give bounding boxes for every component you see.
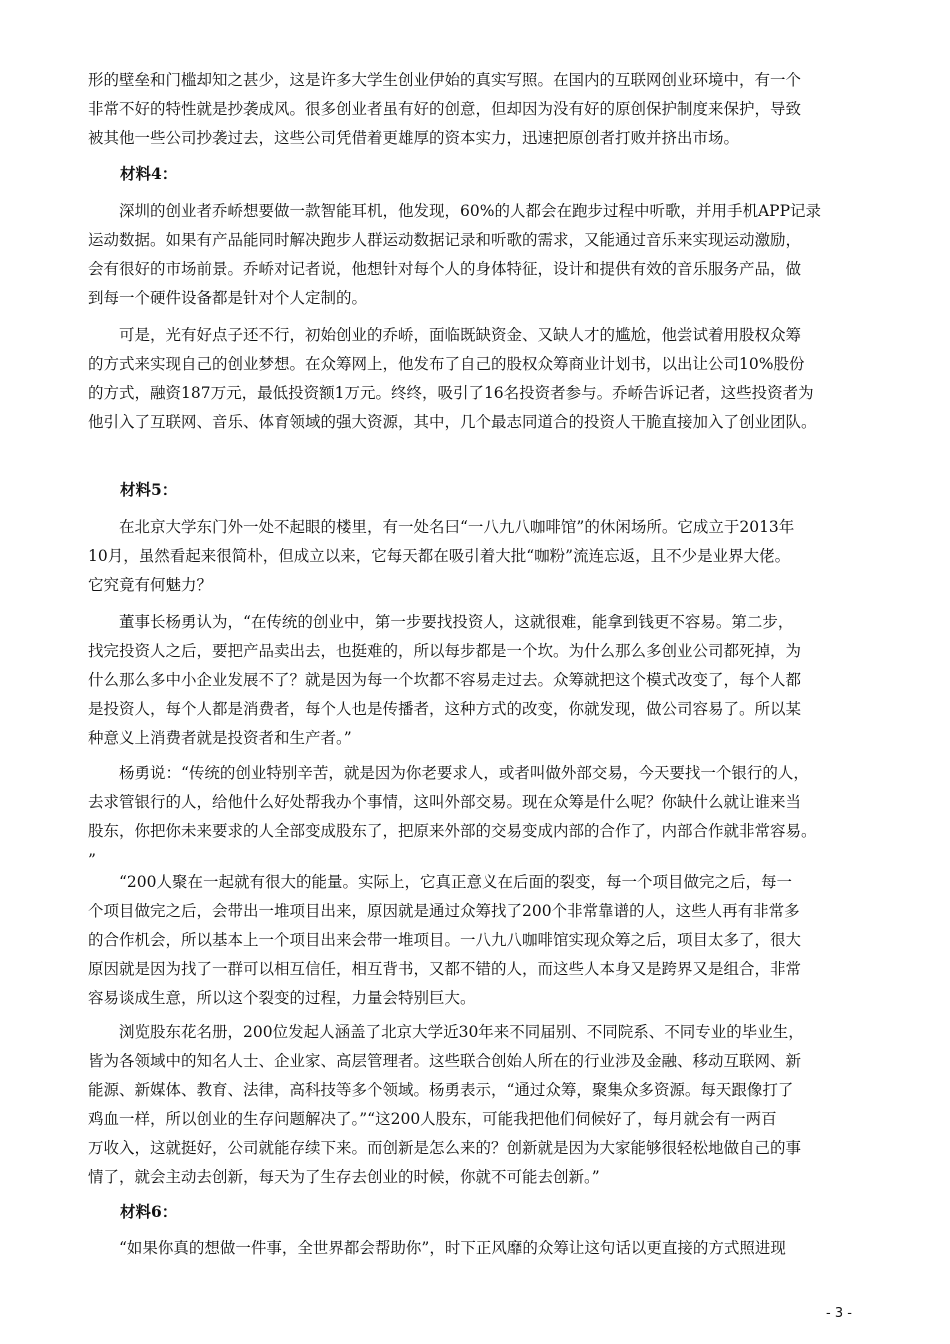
text-line: 可是，光有好点子还不行，初始创业的乔峤，面临既缺资金、又缺人才的尴尬，他尝试着用股权众筹 (88, 326, 802, 344)
text-line: 的方式，融资187万元，最低投资额1万元。终终，吸引了16名投资者参与。乔峤告诉记者，这些投资者为 (88, 384, 814, 402)
paragraph-5a (88, 513, 878, 600)
paragraph-4a (88, 197, 878, 313)
text-line: 它究竟有何魅力？ (88, 576, 213, 594)
text-line: 鸡血一样，所以创业的生存问题解决了。”“这200人股东，可能我把他们伺候好了，每月就会有一两百 (88, 1110, 777, 1128)
paragraph-5b (88, 608, 878, 753)
text-line: ” (88, 851, 96, 869)
text-line: 深圳的创业者乔峤想要做一款智能耳机，他发现，60%的人都会在跑步过程中听歌，并用手机APP记录 (88, 202, 822, 220)
text-line: 原因就是因为找了一群可以相互信任，相互背书，又都不错的人，而这些人本身又是跨界又是组合，非常 (88, 960, 802, 978)
text-line: 能源、新媒体、教育、法律，高科技等多个领域。杨勇表示，“通过众筹，聚集众多资源。每天跟像打了 (88, 1081, 794, 1099)
text-line: 会有很好的市场前景。乔峤对记者说，他想针对每个人的身体特征，设计和提供有效的音乐服务产品，做 (88, 260, 802, 278)
text-line: 运动数据。如果有产品能同时解决跑步人群运动数据记录和听歌的需求，又能通过音乐来实现运动激励， (88, 231, 802, 249)
text-line: 在北京大学东门外一处不起眼的楼里，有一处名曰“一八九八咖啡馆”的休闲场所。它成立于2013年 (88, 518, 795, 536)
text-line: 股东，你把你未来要求的人全部变成股东了，把原来外部的交易变成内部的合作了，内部合作就非常容易。 (88, 822, 817, 840)
text-line: 容易谈成生意，所以这个裂变的过程，力量会特别巨大。 (88, 989, 476, 1007)
text-line: 浏览股东花名册，200位发起人涵盖了北京大学近30年来不同届别、不同院系、不同专业的毕业生， (88, 1023, 804, 1041)
text-line: 种意义上消费者就是投资者和生产者。” (88, 729, 352, 747)
paragraph-5c (88, 759, 878, 875)
text-line: 找完投资人之后，要把产品卖出去，也挺难的，所以每步都是一个坎。为什么那么多创业公司都死掉，为 (88, 642, 802, 660)
section-heading-5: 材料5： (120, 480, 178, 499)
page-number: - 3 - (826, 1306, 852, 1321)
section-heading-6: 材料6： (120, 1202, 178, 1221)
paragraph-4b (88, 321, 878, 437)
text-line: 非常不好的特性就是抄袭成风。很多创业者虽有好的创意，但却因为没有好的原创保护制度来保护，导致 (88, 100, 802, 118)
paragraph-6a (88, 1234, 878, 1263)
section-heading-4: 材料4： (120, 164, 178, 183)
text-line: 个项目做完之后，会带出一堆项目出来，原因就是通过众筹找了200个非常靠谱的人，这些人再有非常多 (88, 902, 800, 920)
text-line: 他引入了互联网、音乐、体育领域的强大资源，其中，几个最志同道合的投资人干脆直接加入了创业团队。 (88, 413, 817, 431)
text-line: 什么那么多中小企业发展不了？就是因为每一个坎都不容易走过去。众筹就把这个模式改变了，每个人都 (88, 671, 802, 689)
paragraph-5d (88, 868, 878, 1013)
text-line: 去求管银行的人，给他什么好处帮我办个事情，这叫外部交易。现在众筹是什么呢？你缺什么就让谁来当 (88, 793, 802, 811)
text-line: 10月，虽然看起来很简朴，但成立以来，它每天都在吸引着大批“咖粉”流连忘返，且不少是业界大佬。 (88, 547, 791, 565)
text-line: 杨勇说：“传统的创业特别辛苦，就是因为你老要求人，或者叫做外部交易，今天要找一个银行的人， (88, 764, 809, 782)
text-line: 被其他一些公司抄袭过去，这些公司凭借着更雄厚的资本实力，迅速把原创者打败并挤出市场。 (88, 129, 740, 147)
text-line: 万收入，这就挺好，公司就能存续下来。而创新是怎么来的？创新就是因为大家能够很轻松地做自己的事 (88, 1139, 802, 1157)
text-line: 到每一个硬件设备都是针对个人定制的。 (88, 289, 368, 307)
text-line: 董事长杨勇认为，“在传统的创业中，第一步要找投资人，这就很难，能拿到钱更不容易。第二步， (88, 613, 794, 631)
text-line: 的合作机会，所以基本上一个项目出来会带一堆项目。一八九八咖啡馆实现众筹之后，项目太多了，很大 (88, 931, 802, 949)
text-line: “200人聚在一起就有很大的能量。实际上，它真正意义在后面的裂变，每一个项目做完之后，每一 (88, 873, 793, 891)
text-line: 是投资人，每个人都是消费者，每个人也是传播者，这种方式的改变，你就发现，做公司容易了。所以某 (88, 700, 802, 718)
text-line: 皆为各领域中的知名人士、企业家、高层管理者。这些联合创始人所在的行业涉及金融、移动互联网、新 (88, 1052, 802, 1070)
text-line: 情了，就会主动去创新，每天为了生存去创业的时候，你就不可能去创新。” (88, 1168, 600, 1186)
text-line: 的方式来实现自己的创业梦想。在众筹网上，他发布了自己的股权众筹商业计划书，以出让公司10%股份 (88, 355, 805, 373)
paragraph-5e (88, 1018, 878, 1192)
text-line: “如果你真的想做一件事，全世界都会帮助你”，时下正风靡的众筹让这句话以更直接的方式照进现 (88, 1239, 786, 1257)
text-line: 形的壁垒和门槛却知之甚少，这是许多大学生创业伊始的真实写照。在国内的互联网创业环境中，有一个 (88, 71, 802, 89)
paragraph-intro (88, 66, 878, 153)
